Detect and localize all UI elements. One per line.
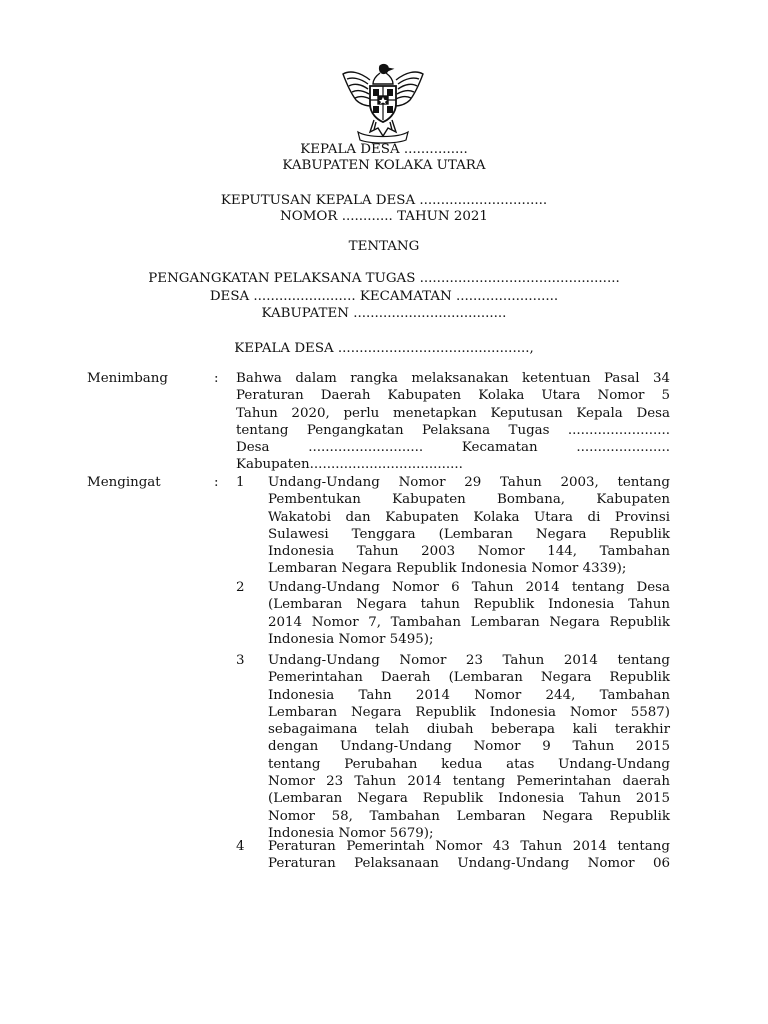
mengingat-line: Undang-Undang Nomor 6 Tahun 2014 tentang Desa (268, 580, 670, 595)
mengingat-line: (Lembaran Negara Republik Indonesia Tahun 2015 (268, 791, 670, 807)
menimbang-text (236, 370, 670, 474)
menimbang-line: Desa ........................... Kecamatan ...................... (236, 440, 670, 456)
mengingat-line: Pembentukan Kabupaten Bombana, Kabupaten (268, 492, 670, 508)
menimbang-line: tentang Pengangkatan Pelaksana Tugas ........................ (236, 422, 670, 438)
mengingat-line: Undang-Undang Nomor 29 Tahun 2003, tentang (268, 475, 670, 490)
mengingat-line: Lembaran Negara Republik Indonesia Nomor 4339); (268, 561, 627, 577)
mengingat-line: Pemerintahan Daerah (Lembaran Negara Republik (268, 670, 670, 686)
subject-line-1: PENGANGKATAN PELAKSANA TUGAS ............................................... (148, 271, 620, 286)
mengingat-line: Sulawesi Tenggara (Lembaran Negara Republik (268, 526, 670, 542)
garuda-pancasila-emblem-icon (340, 62, 426, 144)
regency-title: KABUPATEN KOLAKA UTARA (282, 158, 486, 173)
mengingat-item-2 (268, 579, 670, 648)
mengingat-item-4 (268, 838, 670, 873)
mengingat-line: sebagaimana telah diubah beberapa kali terakhir (268, 722, 670, 738)
menimbang-line: Peraturan Daerah Kabupaten Kolaka Utara Nomor 5 (236, 388, 670, 404)
decree-number: NOMOR ............ TAHUN 2021 (280, 209, 488, 224)
mengingat-line: Peraturan Pemerintah Nomor 43 Tahun 2014 tentang (268, 839, 670, 854)
decree-authority: KEPALA DESA ............................................., (234, 341, 534, 356)
mengingat-item-number: 1 (236, 475, 245, 490)
mengingat-colon: : (214, 475, 219, 490)
mengingat-line: Peraturan Pelaksanaan Undang-Undang Nomor 06 (268, 856, 670, 872)
mengingat-line: Lembaran Negara Republik Indonesia Nomor 5587) (268, 704, 670, 720)
mengingat-line: Nomor 58, Tambahan Lembaran Negara Republik (268, 808, 670, 824)
tentang-heading: TENTANG (348, 239, 420, 254)
subject-line-2: DESA ........................ KECAMATAN ........................ (209, 289, 559, 304)
mengingat-item-number: 2 (236, 580, 245, 595)
mengingat-line: Indonesia Nomor 5495); (268, 631, 434, 647)
mengingat-item-3 (268, 652, 670, 842)
subject-line-3: KABUPATEN .................................... (261, 306, 507, 321)
mengingat-line: dengan Undang-Undang Nomor 9 Tahun 2015 (268, 739, 670, 755)
mengingat-item-1 (268, 474, 670, 578)
menimbang-colon: : (214, 371, 219, 386)
mengingat-line: Indonesia Tahn 2014 Nomor 244, Tambahan (268, 687, 670, 703)
mengingat-line: tentang Perubahan kedua atas Undang-Undang (268, 756, 670, 772)
mengingat-line: Wakatobi dan Kabupaten Kolaka Utara di Provinsi (268, 509, 670, 525)
issuer-title: KEPALA DESA ............... (300, 142, 468, 157)
mengingat-item-number: 4 (236, 839, 245, 854)
mengingat-line: (Lembaran Negara tahun Republik Indonesia Tahun (268, 597, 670, 613)
menimbang-line: Kabupaten.................................... (236, 457, 463, 473)
mengingat-item-number: 3 (236, 653, 245, 668)
menimbang-label: Menimbang (87, 371, 168, 386)
mengingat-line: Nomor 23 Tahun 2014 tentang Pemerintahan daerah (268, 774, 670, 790)
mengingat-line: Undang-Undang Nomor 23 Tahun 2014 tentang (268, 653, 670, 668)
mengingat-line: 2014 Nomor 7, Tambahan Lembaran Negara Republik (268, 614, 670, 630)
menimbang-line: Tahun 2020, perlu menetapkan Keputusan Kepala Desa (236, 405, 670, 421)
mengingat-label: Mengingat (87, 475, 161, 490)
menimbang-line: Bahwa dalam rangka melaksanakan ketentuan Pasal 34 (236, 371, 670, 386)
mengingat-line: Indonesia Nomor 5679); (268, 825, 434, 841)
mengingat-line: Indonesia Tahun 2003 Nomor 144, Tambahan (268, 544, 670, 560)
decree-title: KEPUTUSAN KEPALA DESA .............................. (220, 193, 548, 208)
